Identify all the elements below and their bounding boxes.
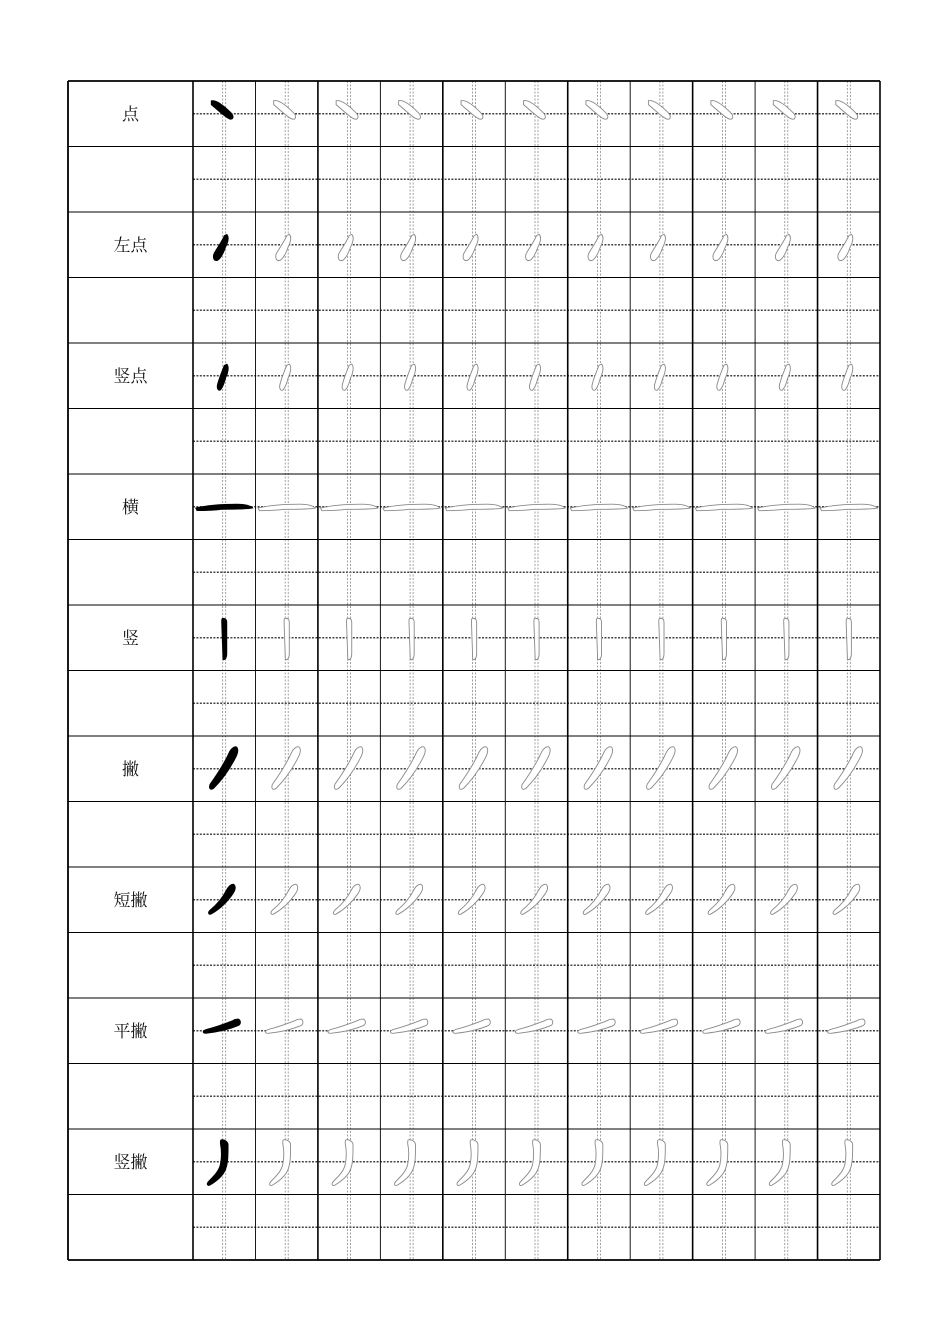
shu-stroke-trace-icon xyxy=(721,618,726,660)
shupie-stroke-trace-icon xyxy=(457,1140,478,1186)
shu-stroke-path xyxy=(784,618,789,660)
heng-stroke-path xyxy=(570,504,627,511)
shupie-stroke-path xyxy=(395,1140,416,1186)
shu-stroke-path xyxy=(596,618,601,660)
shudian-stroke-trace-icon xyxy=(529,364,540,390)
pie-stroke-path xyxy=(834,747,862,790)
dian-stroke-path xyxy=(711,101,733,120)
shudian-stroke-path xyxy=(842,364,853,390)
table-grid xyxy=(68,81,880,1260)
shudian-stroke-path xyxy=(717,364,728,390)
shudian-stroke-trace-icon xyxy=(779,364,790,390)
pie-stroke-path xyxy=(334,747,362,790)
stroke-label: 短撇 xyxy=(113,890,148,911)
heng-stroke-path xyxy=(445,504,502,511)
shupie-stroke-path xyxy=(832,1140,853,1186)
heng-stroke-trace-icon xyxy=(445,504,502,511)
heng-stroke-path xyxy=(383,504,440,511)
shu-stroke-trace-icon xyxy=(347,618,352,660)
dian-stroke-trace-icon xyxy=(524,101,546,120)
shudian-stroke-path xyxy=(779,364,790,390)
heng-stroke-trace-icon xyxy=(695,504,752,511)
dian-stroke-path xyxy=(211,101,233,120)
shudian-stroke-trace-icon xyxy=(342,364,353,390)
shupie-stroke-trace-icon xyxy=(707,1140,728,1186)
stroke-glyphs xyxy=(196,101,878,1186)
stroke-labels xyxy=(114,105,149,1173)
shu-stroke-trace-icon xyxy=(784,618,789,660)
shupie-stroke-trace-icon xyxy=(644,1140,665,1186)
dian-stroke-path xyxy=(524,101,546,120)
stroke-label: 左点 xyxy=(113,235,148,256)
heng-stroke-trace-icon xyxy=(570,504,627,511)
shudian-stroke-trace-icon xyxy=(405,364,416,390)
dian-stroke-example-icon xyxy=(211,101,233,120)
shupie-stroke-path xyxy=(707,1140,728,1186)
shu-stroke-trace-icon xyxy=(284,618,289,660)
shudian-stroke-trace-icon xyxy=(842,364,853,390)
shu-stroke-path xyxy=(409,618,414,660)
dian-stroke-trace-icon xyxy=(399,101,421,120)
shu-stroke-path xyxy=(347,618,352,660)
shupie-stroke-path xyxy=(332,1140,353,1186)
shudian-stroke-path xyxy=(217,364,228,390)
heng-stroke-trace-icon xyxy=(383,504,440,511)
stroke-label: 平撇 xyxy=(113,1021,148,1042)
heng-stroke-path xyxy=(633,504,690,511)
heng-stroke-trace-icon xyxy=(321,504,378,511)
shu-stroke-example-icon xyxy=(222,618,227,660)
shu-stroke-path xyxy=(721,618,726,660)
shu-stroke-path xyxy=(534,618,539,660)
shudian-stroke-path xyxy=(529,364,540,390)
shudian-stroke-trace-icon xyxy=(467,364,478,390)
dian-stroke-trace-icon xyxy=(461,101,483,120)
shupie-stroke-trace-icon xyxy=(519,1140,540,1186)
shudian-stroke-path xyxy=(654,364,665,390)
heng-stroke-trace-icon xyxy=(258,504,315,511)
dian-stroke-path xyxy=(648,101,670,120)
heng-stroke-path xyxy=(321,504,378,511)
dian-stroke-path xyxy=(399,101,421,120)
stroke-label: 竖点 xyxy=(113,366,148,387)
heng-stroke-path xyxy=(508,504,565,511)
shu-stroke-trace-icon xyxy=(659,618,664,660)
shupie-stroke-path xyxy=(644,1140,665,1186)
shu-stroke-path xyxy=(222,618,227,660)
pingpie-stroke-path xyxy=(266,1019,303,1033)
shupie-stroke-path xyxy=(270,1140,291,1186)
pingpie-stroke-path xyxy=(765,1019,802,1033)
dian-stroke-trace-icon xyxy=(586,101,608,120)
pie-stroke-trace-icon xyxy=(522,747,550,790)
stroke-label: 竖 xyxy=(122,628,139,649)
dian-stroke-path xyxy=(274,101,296,120)
shudian-stroke-path xyxy=(342,364,353,390)
stroke-label: 点 xyxy=(122,104,139,125)
heng-stroke-trace-icon xyxy=(758,504,815,511)
pingpie-stroke-path xyxy=(640,1019,677,1033)
shudian-stroke-trace-icon xyxy=(280,364,291,390)
dian-stroke-trace-icon xyxy=(648,101,670,120)
dian-stroke-trace-icon xyxy=(274,101,296,120)
shu-stroke-path xyxy=(846,618,851,660)
pingpie-stroke-path xyxy=(453,1019,490,1033)
heng-stroke-trace-icon xyxy=(633,504,690,511)
dian-stroke-path xyxy=(336,101,358,120)
pingpie-stroke-trace-icon xyxy=(453,1019,490,1033)
stroke-label: 横 xyxy=(122,497,139,518)
heng-stroke-trace-icon xyxy=(508,504,565,511)
shupie-stroke-path xyxy=(457,1140,478,1186)
pie-stroke-trace-icon xyxy=(834,747,862,790)
shu-stroke-trace-icon xyxy=(534,618,539,660)
shudian-stroke-trace-icon xyxy=(654,364,665,390)
shudian-stroke-path xyxy=(467,364,478,390)
shudian-stroke-path xyxy=(592,364,603,390)
shu-stroke-path xyxy=(284,618,289,660)
shudian-stroke-example-icon xyxy=(217,364,228,390)
shu-stroke-path xyxy=(659,618,664,660)
shupie-stroke-path xyxy=(519,1140,540,1186)
stroke-label: 竖撇 xyxy=(113,1152,148,1173)
dian-stroke-path xyxy=(773,101,795,120)
dian-stroke-path xyxy=(586,101,608,120)
shupie-stroke-trace-icon xyxy=(395,1140,416,1186)
heng-stroke-path xyxy=(758,504,815,511)
dian-stroke-path xyxy=(836,101,858,120)
heng-stroke-path xyxy=(820,504,877,511)
shudian-stroke-trace-icon xyxy=(717,364,728,390)
shu-stroke-trace-icon xyxy=(596,618,601,660)
heng-stroke-trace-icon xyxy=(820,504,877,511)
shu-stroke-trace-icon xyxy=(471,618,476,660)
shu-stroke-path xyxy=(471,618,476,660)
pie-stroke-path xyxy=(522,747,550,790)
shupie-stroke-trace-icon xyxy=(332,1140,353,1186)
shu-stroke-trace-icon xyxy=(409,618,414,660)
shupie-stroke-path xyxy=(582,1140,603,1186)
dian-stroke-path xyxy=(461,101,483,120)
pingpie-stroke-trace-icon xyxy=(266,1019,303,1033)
dian-stroke-trace-icon xyxy=(711,101,733,120)
heng-stroke-path xyxy=(196,504,253,511)
dian-stroke-trace-icon xyxy=(836,101,858,120)
dian-stroke-trace-icon xyxy=(336,101,358,120)
shudian-stroke-trace-icon xyxy=(592,364,603,390)
heng-stroke-example-icon xyxy=(196,504,253,511)
pingpie-stroke-trace-icon xyxy=(640,1019,677,1033)
shupie-stroke-trace-icon xyxy=(769,1140,790,1186)
shupie-stroke-trace-icon xyxy=(270,1140,291,1186)
pie-stroke-trace-icon xyxy=(334,747,362,790)
shupie-stroke-trace-icon xyxy=(832,1140,853,1186)
pingpie-stroke-trace-icon xyxy=(765,1019,802,1033)
shu-stroke-trace-icon xyxy=(846,618,851,660)
heng-stroke-path xyxy=(695,504,752,511)
shupie-stroke-trace-icon xyxy=(582,1140,603,1186)
dian-stroke-trace-icon xyxy=(773,101,795,120)
stroke-label: 撇 xyxy=(122,759,139,780)
shupie-stroke-example-icon xyxy=(207,1140,228,1186)
shudian-stroke-path xyxy=(405,364,416,390)
shupie-stroke-path xyxy=(207,1140,228,1186)
shudian-stroke-path xyxy=(280,364,291,390)
shupie-stroke-path xyxy=(769,1140,790,1186)
heng-stroke-path xyxy=(258,504,315,511)
